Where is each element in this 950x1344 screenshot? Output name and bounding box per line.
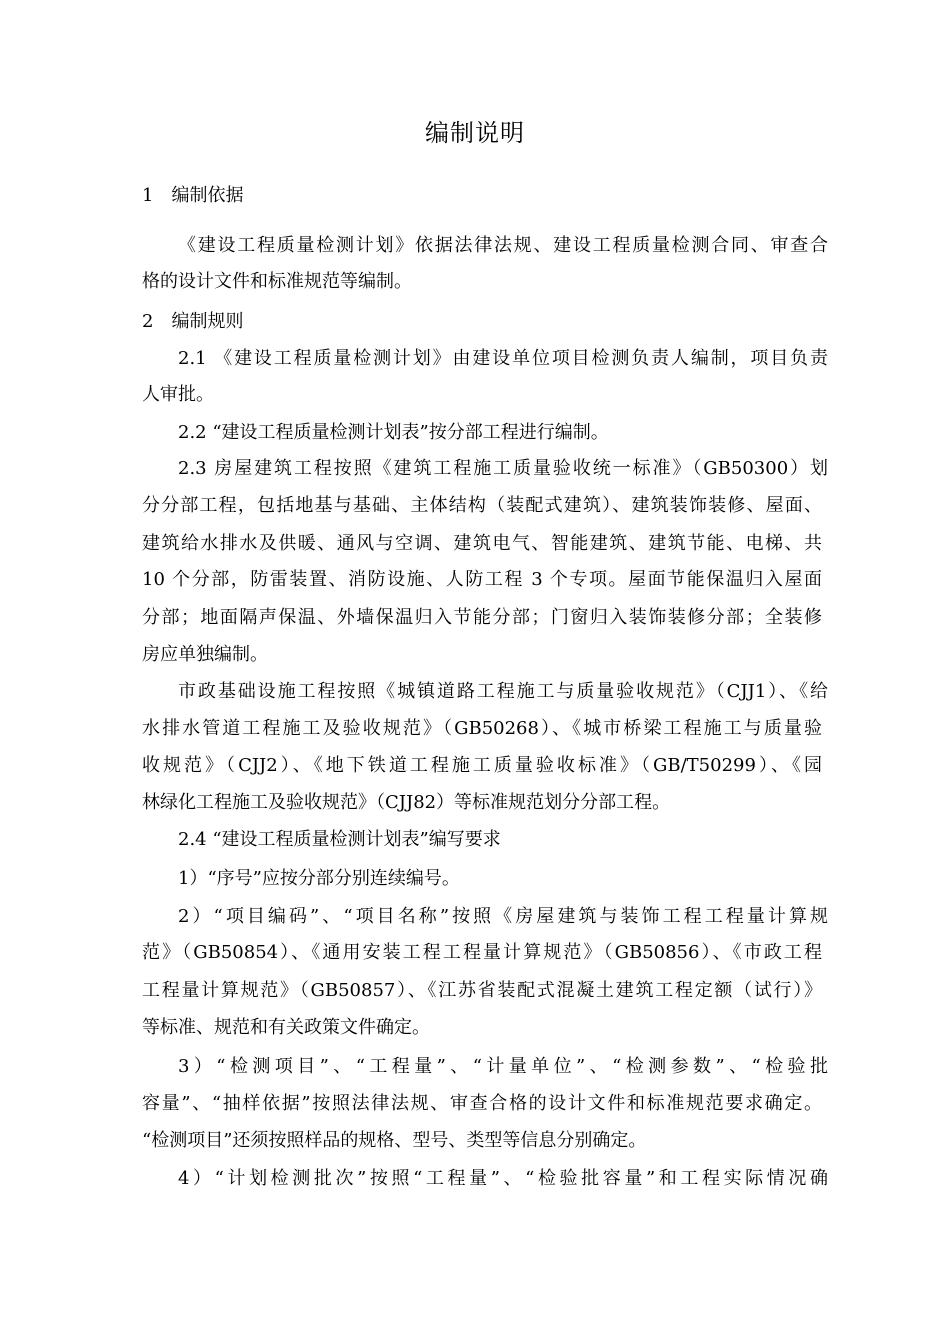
paragraph-line: 容量”、“抽样依据”按照法律法规、审查合格的设计文件和标准规范要求确定。: [142, 1093, 822, 1114]
paragraph-line: 等标准、规范和有关政策文件确定。: [142, 1017, 430, 1038]
paragraph-line: 收规范》（CJJ2）、《地下铁道工程施工质量验收标准》（GB/T50299）、《园: [142, 755, 822, 776]
list-item: 2）“项目编码”、“项目名称”按照《房屋建筑与装饰工程工程量计算规: [178, 906, 828, 927]
paragraph-line: 《建设工程质量检测计划》依据法律法规、建设工程质量检测合同、审查合: [178, 235, 828, 256]
paragraph-line: 人审批。: [142, 384, 214, 405]
paragraph-line: 水排水管道工程施工及验收规范》（GB50268）、《城市桥梁工程施工与质量验: [142, 718, 822, 739]
paragraph-line: 房应单独编制。: [142, 644, 268, 665]
paragraph-line: 2.2 “建设工程质量检测计划表”按分部工程进行编制。: [178, 422, 609, 443]
paragraph-line: 范》（GB50854）、《通用安装工程工程量计算规范》（GB50856）、《市政工程: [142, 942, 822, 963]
paragraph-line: 2.1 《建设工程质量检测计划》由建设单位项目检测负责人编制，项目负责: [178, 348, 828, 369]
section-heading-basis: 1 编制依据: [142, 185, 244, 206]
list-item: 1）“序号”应按分部分别连续编号。: [178, 868, 460, 889]
subsection-heading: 2.4 “建设工程质量检测计划表”编写要求: [178, 829, 501, 850]
paragraph-line: “检测项目”还须按照样品的规格、型号、类型等信息分别确定。: [142, 1130, 647, 1151]
list-item: 3）“检测项目”、“工程量”、“计量单位”、“检测参数”、“检验批: [178, 1056, 828, 1077]
section-heading-rules: 2 编制规则: [142, 311, 244, 332]
paragraph-line: 分分部工程，包括地基与基础、主体结构（装配式建筑）、建筑装饰装修、屋面、: [142, 495, 822, 516]
paragraph-line: 建筑给水排水及供暖、通风与空调、建筑电气、智能建筑、建筑节能、电梯、共: [142, 533, 822, 554]
paragraph-line: 10 个分部，防雷装置、消防设施、人防工程 3 个专项。屋面节能保温归入屋面: [142, 569, 822, 590]
paragraph-line: 2.3 房屋建筑工程按照《建筑工程施工质量验收统一标准》（GB50300）划: [178, 458, 828, 479]
list-item: 4）“计划检测批次”按照“工程量”、“检验批容量”和工程实际情况确: [178, 1168, 828, 1189]
document-title: 编制说明: [425, 119, 525, 147]
paragraph-line: 分部；地面隔声保温、外墙保温归入节能分部；门窗归入装饰装修分部；全装修: [142, 607, 822, 628]
paragraph-line: 市政基础设施工程按照《城镇道路工程施工与质量验收规范》（CJJ1）、《给: [178, 681, 828, 702]
paragraph-line: 林绿化工程施工及验收规范》（CJJ82）等标准规范划分分部工程。: [142, 792, 671, 813]
paragraph-line: 工程量计算规范》（GB50857）、《江苏省装配式混凝土建筑工程定额（试行）》: [142, 980, 822, 1001]
paragraph-line: 格的设计文件和标准规范等编制。: [142, 271, 412, 292]
